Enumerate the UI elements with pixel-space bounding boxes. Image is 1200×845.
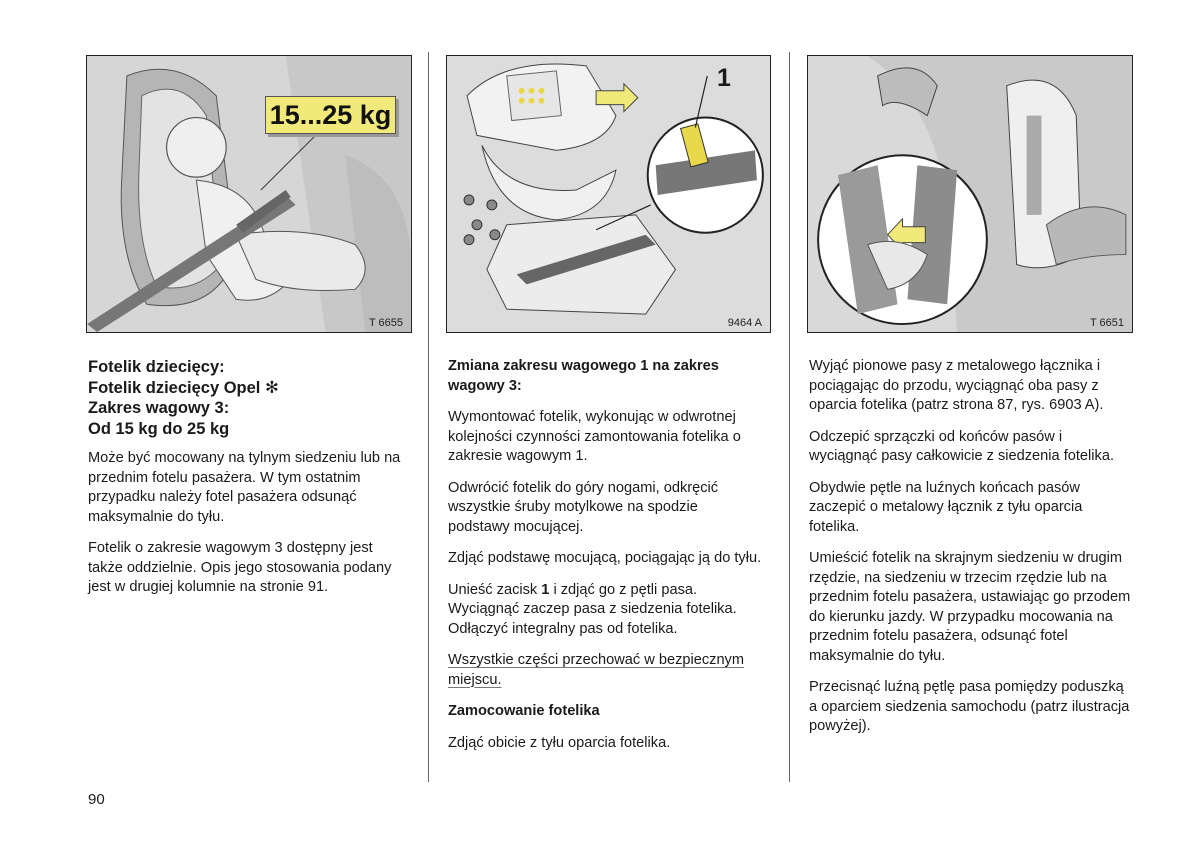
figure-belt-attachment bbox=[807, 55, 1133, 333]
page-number: 90 bbox=[88, 791, 105, 808]
text-segment: Unieść zacisk bbox=[448, 581, 542, 598]
paragraph-clamp bbox=[448, 581, 763, 640]
figure-code: 9464 A bbox=[727, 317, 762, 329]
column-divider-2 bbox=[789, 52, 790, 782]
text-segment: i zdjąć go z pętli pasa. Wyciągnąć zaczep pasa z siedzenia fotelika. Odłączyć integralny pas od fotelika. bbox=[448, 581, 737, 637]
subheading-mounting: Zamocowanie fotelika bbox=[448, 703, 600, 719]
figure-base-removal bbox=[446, 55, 771, 333]
section-heading bbox=[88, 357, 408, 439]
column-2 bbox=[448, 357, 763, 765]
figure-code: T 6655 bbox=[368, 317, 403, 329]
weight-callout: 15...25 kg bbox=[265, 96, 396, 134]
heading-line-4: Od 15 kg do 25 kg bbox=[88, 419, 230, 438]
paragraph: Wymontować fotelik, wykonując w odwrotnej kolejności czynności zamontowania fotelika o zakresie wagowym 1. bbox=[448, 409, 741, 464]
subheading-weight-change: Zmiana zakresu wagowego 1 na zakres wagowy 3: bbox=[448, 358, 719, 394]
paragraph-underlined: Wszystkie części przechować w bezpiecznym miejscu. bbox=[448, 652, 745, 688]
paragraph: Zdjąć obicie z tyłu oparcia fotelika. bbox=[448, 734, 671, 751]
column-divider-1 bbox=[428, 52, 429, 782]
heading-line-1: Fotelik dziecięcy: bbox=[88, 358, 225, 376]
column-3 bbox=[809, 357, 1131, 749]
belt-attachment-illustration bbox=[808, 56, 1132, 332]
paragraph: Obydwie pętle na luźnych końcach pasów zaczepić o metalowy łącznik z tyłu oparcia fotelika. bbox=[809, 479, 1083, 535]
paragraph: Przecisnąć luźną pętlę pasa pomiędzy poduszką a oparciem siedzenia samochodu (patrz ilustracja powyżej). bbox=[809, 679, 1130, 734]
paragraph: Umieścić fotelik na skrajnym siedzeniu w drugim rzędzie, na siedzeniu w trzecim rzędzie lub na przednim fotelu pasażera, ustawiając go przodem do kierunku jazdy. W przypadku mocowania na przednim fotelu pasażera, odsunąć fotel maksymalnie do tyłu. bbox=[809, 550, 1131, 664]
heading-line-2: Fotelik dziecięcy Opel ✻ bbox=[88, 378, 279, 397]
paragraph: Zdjąć podstawę mocującą, pociągając ją do tyłu. bbox=[448, 550, 762, 566]
column-1 bbox=[88, 357, 408, 610]
base-removal-illustration bbox=[447, 56, 770, 332]
paragraph: Może być mocowany na tylnym siedzeniu lub na przednim fotelu pasażera. W tym ostatnim przypadku należy fotel pasażera odsunąć maksymalnie do tyłu. bbox=[88, 450, 401, 525]
paragraph: Odwrócić fotelik do góry nogami, odkręcić wszystkie śruby motylkowe na spodzie podstawy mocującej. bbox=[448, 479, 719, 535]
clamp-number: 1 bbox=[541, 581, 550, 598]
label-clamp-1: 1 bbox=[717, 64, 731, 92]
figure-code: T 6651 bbox=[1089, 317, 1124, 329]
paragraph: Fotelik o zakresie wagowym 3 dostępny jest także oddzielnie. Opis jego stosowania podany jest w drugiej kolumnie na stronie 91. bbox=[88, 540, 392, 595]
paragraph: Wyjąć pionowe pasy z metalowego łącznika i pociągając do przodu, wyciągnąć oba pasy z oparcia fotelika (patrz strona 87, rys. 6903 A). bbox=[809, 358, 1104, 413]
figure-child-seat bbox=[86, 55, 412, 333]
paragraph: Odczepić sprzączki od końców pasów i wyciągnąć pasy całkowicie z siedzenia fotelika. bbox=[809, 428, 1114, 464]
heading-line-3: Zakres wagowy 3: bbox=[88, 399, 230, 417]
